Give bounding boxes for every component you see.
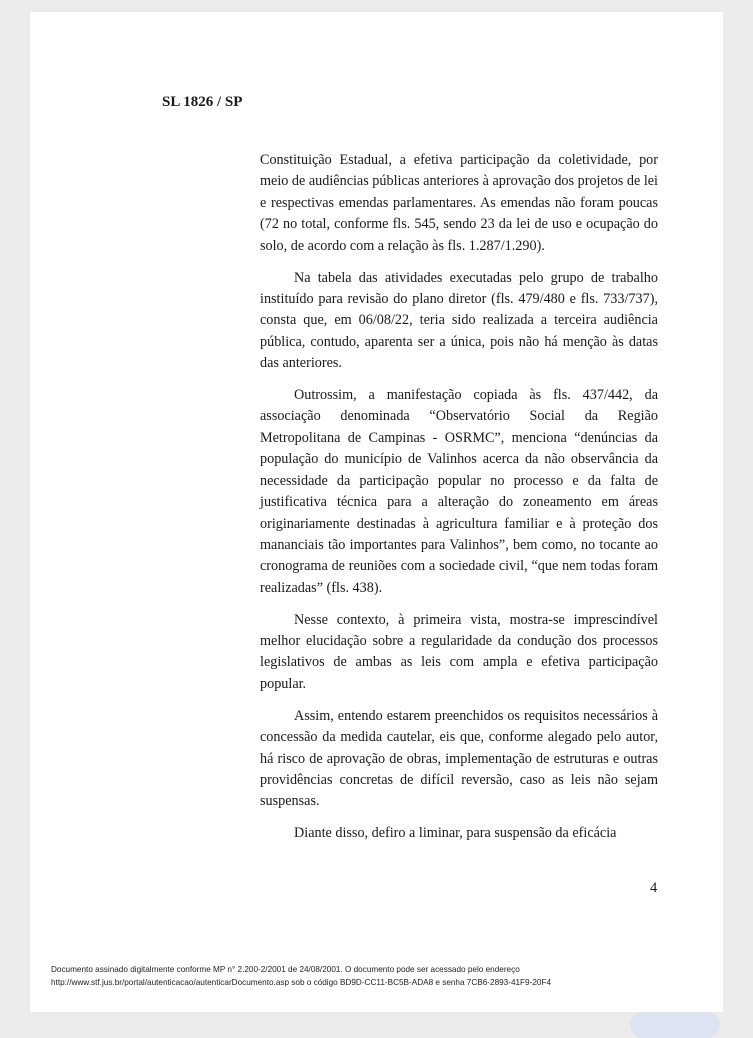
- paragraph-2: Na tabela das atividades executadas pelo grupo de trabalho instituído para revisão do plano diretor (fls. 479/480 e fls. 733/737), consta que, em 06/08/22, teria sido realizada a terceira audiência pública, contudo, aparenta ser a única, pois não há menção às datas das anteriores.: [260, 269, 658, 372]
- document-page: [30, 12, 723, 1012]
- paragraph-3: Outrossim, a manifestação copiada às fls. 437/442, da associação denominada “Observatório Social da Região Metropolitana de Campinas - OSRMC”, menciona “denúncias da população do município de Valinhos acerca da não observância da necessidade da participação popular no processo e da falta de justificativa técnica para a alteração do zoneamento em áreas originariamente destinadas à agricultura familiar e à proteção dos mananciais tão importantes para Valinhos”, bem como, no tocante ao cronograma de reuniões com a sociedade civil, “que nem todas foram realizadas” (fls. 438).: [260, 387, 658, 596]
- paragraph-4: Nesse contexto, à primeira vista, mostra-se imprescindível melhor elucidação sobre a regularidade da condução dos processos legislativos de ambas as leis com ampla e efetiva participação popular.: [260, 611, 658, 692]
- document-body: [260, 150, 658, 855]
- case-identifier: SL 1826 / SP: [162, 94, 243, 110]
- page-number: 4: [650, 880, 658, 896]
- paragraph-1: Constituição Estadual, a efetiva participação da coletividade, por meio de audiências públicas anteriores à aprovação dos projetos de lei e respectivas emendas parlamentares. As emendas não foram poucas (72 no total, conforme fls. 545, sendo 23 da lei de uso e ocupação do solo, de acordo com a relação às fls. 1.287/1.290).: [260, 152, 658, 254]
- signature-footer: [51, 964, 711, 989]
- viewer-overlay-button[interactable]: [630, 1012, 720, 1038]
- paragraph-5: Assim, entendo estarem preenchidos os requisitos necessários à concessão da medida cautelar, eis que, conforme alegado pelo autor, há risco de aprovação de obras, implementação de estruturas e outras providências concretas de difícil reversão, caso as leis não sejam suspensas.: [260, 707, 658, 810]
- footer-line-2: http://www.stf.jus.br/portal/autenticacao/autenticarDocumento.asp sob o código BD9D-CC11-BC5B-ADA8 e senha 7CB6-2893-41F9-20F4: [51, 977, 551, 987]
- paragraph-6: Diante disso, defiro a liminar, para suspensão da eficácia: [294, 825, 617, 842]
- footer-line-1: Documento assinado digitalmente conforme MP n° 2.200-2/2001 de 24/08/2001. O documento pode ser acessado pelo endereço: [51, 965, 520, 974]
